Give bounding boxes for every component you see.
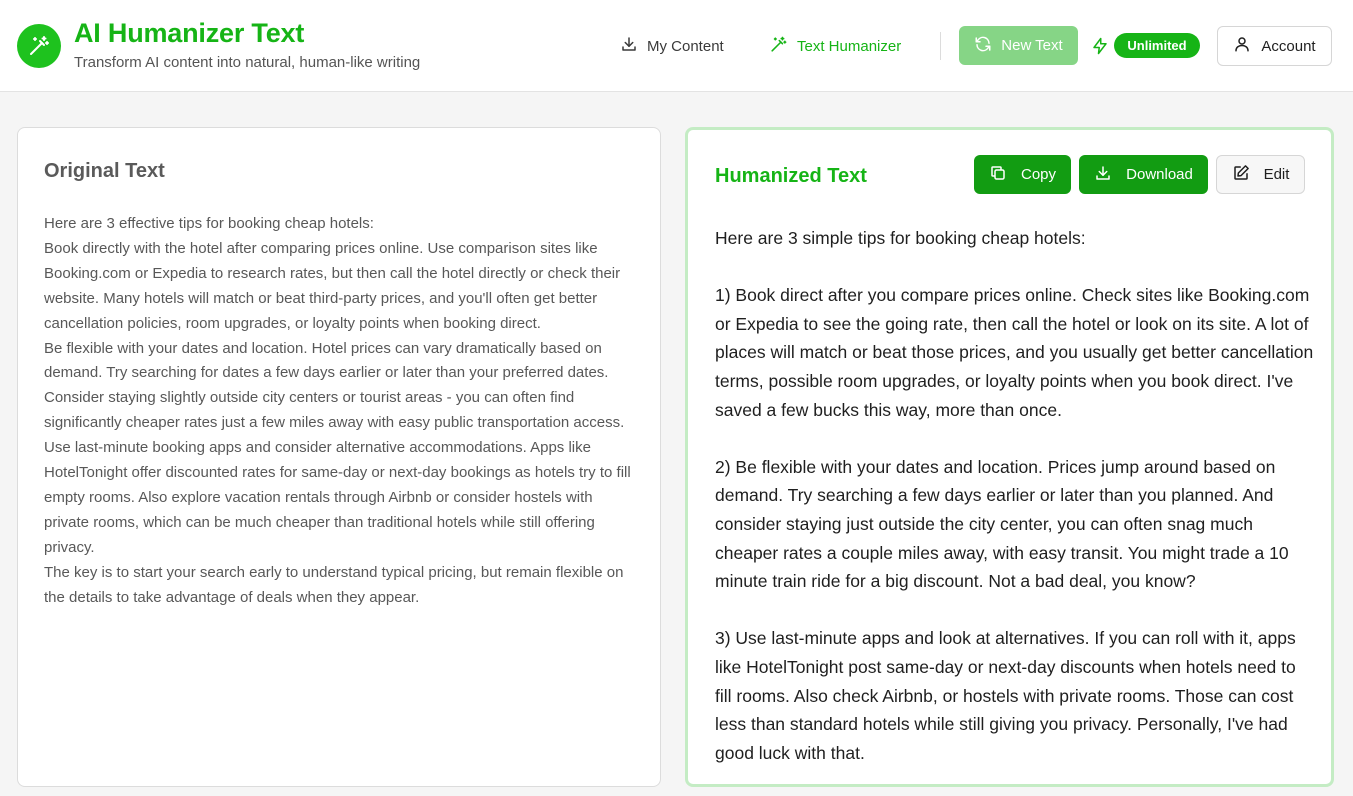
original-paragraph: Here are 3 effective tips for booking cheap hotels: [44, 215, 374, 232]
nav-my-content-label: My Content [647, 37, 724, 55]
nav-text-humanizer[interactable] [769, 34, 901, 58]
humanized-text-panel [685, 127, 1334, 787]
new-text-label: New Text [1001, 37, 1063, 54]
original-paragraph: The key is to start your search early to understand typical pricing, but remain flexible on the details to take advantage of deals when they appear. [44, 563, 624, 606]
copy-icon [989, 164, 1007, 186]
nav-my-content[interactable] [620, 34, 724, 58]
app-title: AI Humanizer Text [74, 18, 305, 48]
edit-button[interactable] [1216, 155, 1305, 194]
humanized-paragraph: Here are 3 simple tips for booking cheap hotels: [715, 228, 1086, 248]
app-subtitle: Transform AI content into natural, human-like writing [74, 54, 421, 71]
humanized-paragraph: 2) Be flexible with your dates and location. Prices jump around based on demand. Try searching a few days earlier or later than you planned. And consider staying just outside the city center, you can often snag much cheaper rates a couple miles away, with easy transit. You might trade a 10 minute train ride for a big discount. Not a bad deal, you know? [715, 456, 1289, 592]
download-label: Download [1126, 166, 1193, 183]
nav-text-humanizer-label: Text Humanizer [797, 37, 902, 55]
edit-icon [1232, 164, 1250, 186]
new-text-button[interactable] [959, 26, 1078, 65]
lightning-icon [1091, 35, 1109, 57]
account-button[interactable] [1217, 26, 1332, 66]
original-text-body[interactable] [44, 212, 639, 611]
edit-label: Edit [1263, 166, 1290, 183]
top-header [0, 0, 1353, 92]
original-paragraph: Book directly with the hotel after comparing prices online. Use comparison sites like Booking.com or Expedia to research rates, but then call the hotel directly or check their website. Many hotels will match or beat third-party prices, and you'll often get better cancellation policies, room upgrades, or loyalty points when booking direct. [44, 239, 621, 332]
download-button[interactable] [1079, 155, 1208, 194]
copy-button[interactable] [974, 155, 1071, 194]
magic-wand-icon [769, 35, 788, 58]
humanized-paragraph: 3) Use last-minute apps and look at alternatives. If you can roll with it, apps like HotelTonight post same-day or next-day discounts when hotels need to fill rooms. Also check Airbnb, or hostels with private rooms. Those can cost less than standard hotels while still giving you privacy. Personally, I've had good luck with that. [715, 628, 1296, 763]
original-text-panel [17, 127, 661, 787]
plan-badge: Unlimited [1114, 33, 1200, 58]
refresh-icon [974, 35, 992, 57]
humanized-paragraph: 1) Book direct after you compare prices online. Check sites like Booking.com or Expedia to see the going rate, then call the hotel or look on its site. A lot of places will match or beat those prices, and you usually get better cancellation terms, possible room upgrades, or loyalty points when you book direct. I've saved a few bucks this way, more than once. [715, 285, 1314, 420]
copy-label: Copy [1020, 166, 1057, 183]
original-paragraph: Use last-minute booking apps and consider alternative accommodations. Apps like HotelTonight offer discounted rates for same-day or next-day bookings as hotels try to fill empty rooms. Also explore vacation rentals through Airbnb or consider hostels with private rooms, which can be much cheaper than traditional hotels while still offering privacy. [44, 439, 631, 556]
humanized-text-title: Humanized Text [715, 165, 867, 187]
download-icon [1094, 164, 1112, 186]
download-icon [620, 35, 638, 57]
original-text-title: Original Text [44, 160, 165, 182]
user-icon [1233, 35, 1251, 57]
original-paragraph: Be flexible with your dates and location. Hotel prices can vary dramatically based on demand. Try searching for dates a few days earlier or later than your preferred dates. Consider staying slightly outside city centers or tourist areas - you can often find significantly cheaper rates just a few miles away with easy public transportation access. [44, 339, 625, 432]
nav-divider [940, 32, 941, 60]
humanized-text-body[interactable] [715, 224, 1315, 796]
account-label: Account [1261, 37, 1316, 55]
magic-wand-icon[interactable] [17, 24, 61, 68]
